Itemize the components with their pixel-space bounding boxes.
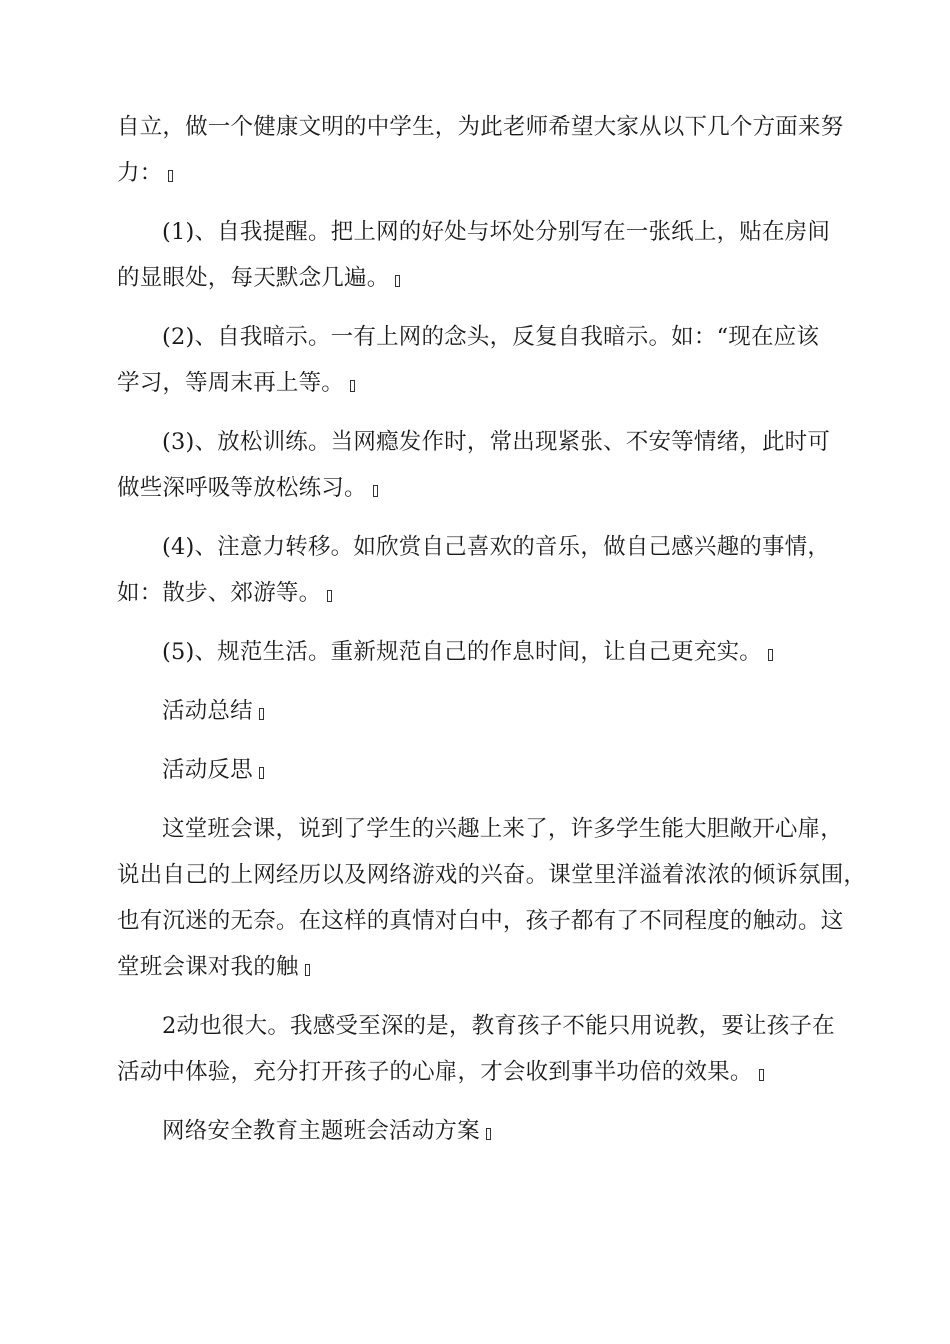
text-line [117, 852, 867, 898]
line-text: (1)、自我提醒。把上网的好处与坏处分别写在一张纸上，贴在房间 [162, 219, 831, 245]
text-line [117, 314, 832, 360]
line-text: 2动也很大。我感受至深的是，教育孩子不能只用说教，要让孩子在 [162, 1013, 835, 1039]
line-text: 学习，等周末再上等。 [117, 370, 345, 396]
paragraph [117, 104, 844, 196]
line-text: 力： [117, 160, 163, 186]
text-line [117, 465, 832, 511]
text-line [117, 944, 832, 990]
paragraph [117, 1003, 835, 1095]
text-line [117, 806, 844, 852]
line-text: 活动中体验，充分打开孩子的心扉，才会收到事半功倍的效果。 [117, 1059, 753, 1085]
paragraph [117, 629, 832, 675]
paragraph-mark-icon [395, 275, 400, 287]
paragraph [117, 314, 832, 406]
paragraph-mark-icon [259, 767, 264, 779]
paragraph [117, 419, 832, 511]
text-line [117, 747, 832, 793]
line-text: 这堂班会课，说到了学生的兴趣上来了，许多学生能大胆敞开心扉， [162, 816, 844, 842]
text-line [117, 688, 832, 734]
line-text: 活动总结 [162, 698, 253, 724]
line-text: 做些深呼吸等放松练习。 [117, 475, 367, 501]
paragraph-mark-icon [759, 1069, 764, 1081]
paragraph [117, 688, 832, 734]
text-line [117, 629, 832, 675]
text-line [117, 1049, 832, 1095]
line-text: 自立，做一个健康文明的中学生，为此老师希望大家从以下几个方面来努 [117, 114, 844, 140]
text-line [117, 570, 832, 616]
text-line [117, 150, 832, 196]
text-line [117, 524, 832, 570]
line-text: 的显眼处，每天默念几遍。 [117, 265, 390, 291]
line-text: 网络安全教育主题班会活动方案 [162, 1118, 480, 1144]
paragraph [117, 1108, 832, 1154]
paragraph-mark-icon [305, 964, 310, 976]
text-line [117, 898, 844, 944]
line-text: 堂班会课对我的触 [117, 954, 299, 980]
line-text: (4)、注意力转移。如欣赏自己喜欢的音乐，做自己感兴趣的事情， [162, 534, 831, 560]
line-text: 也有沉迷的无奈。在这样的真情对白中，孩子都有了不同程度的触动。这 [117, 908, 844, 934]
paragraph-mark-icon [168, 170, 173, 182]
line-text: 说出自己的上网经历以及网络游戏的兴奋。课堂里洋溢着浓浓的倾诉氛围， [117, 862, 867, 888]
text-line [117, 104, 844, 150]
paragraph-mark-icon [350, 380, 355, 392]
document-page [117, 104, 867, 1167]
text-line [117, 255, 832, 301]
line-text: 如：散步、郊游等。 [117, 580, 322, 606]
text-line [117, 419, 832, 465]
line-text: (5)、规范生活。重新规范自己的作息时间，让自己更充实。 [162, 639, 762, 665]
text-line [117, 1108, 832, 1154]
paragraph [117, 806, 867, 990]
line-text: 活动反思 [162, 757, 253, 783]
paragraph-mark-icon [486, 1128, 491, 1140]
paragraph-mark-icon [259, 708, 264, 720]
text-line [117, 1003, 835, 1049]
paragraph-mark-icon [327, 590, 332, 602]
line-text: (3)、放松训练。当网瘾发作时，常出现紧张、不安等情绪，此时可 [162, 429, 831, 455]
paragraph [117, 747, 832, 793]
paragraph [117, 209, 832, 301]
text-line [117, 209, 832, 255]
paragraph-mark-icon [373, 485, 378, 497]
line-text: (2)、自我暗示。一有上网的念头，反复自我暗示。如：“现在应该 [162, 324, 820, 350]
text-line [117, 360, 832, 406]
paragraph-mark-icon [768, 649, 773, 661]
paragraph [117, 524, 832, 616]
